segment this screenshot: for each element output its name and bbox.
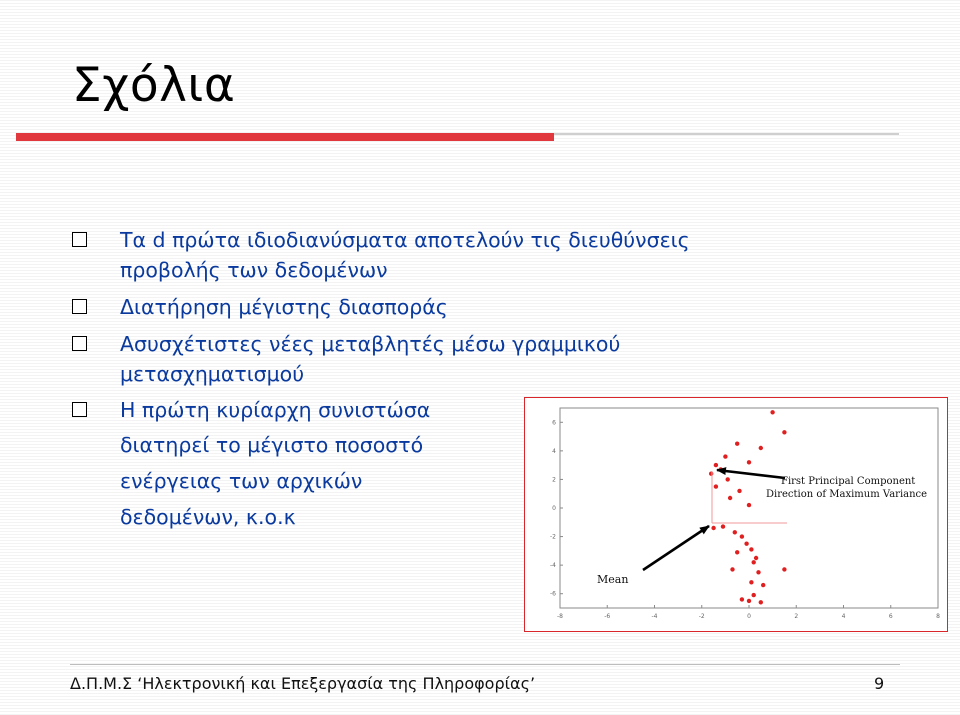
data-point <box>728 496 732 500</box>
y-tick-label: -2 <box>550 533 556 541</box>
data-point <box>711 526 715 530</box>
data-point <box>726 477 730 481</box>
data-point <box>709 472 713 476</box>
data-point <box>744 542 748 546</box>
x-tick-label: 0 <box>747 613 751 620</box>
pca-figure <box>524 397 948 632</box>
pc-label-line-2: Direction of Maximum Variance <box>766 489 928 500</box>
bullet-1-line-1: Τα d πρώτα ιδιοδιανύσματα αποτελούν τις διευθύνσεις <box>120 228 690 252</box>
page-number: 9 <box>874 674 885 693</box>
data-point <box>714 484 718 488</box>
square-bullet-icon <box>72 336 87 351</box>
footer-divider <box>70 664 900 665</box>
data-point <box>740 597 744 601</box>
data-point <box>714 463 718 467</box>
data-point <box>782 567 786 571</box>
data-point <box>752 560 756 564</box>
x-tick-label: -4 <box>651 613 658 620</box>
slide-title: Σχόλια <box>72 58 236 113</box>
y-tick-label: -4 <box>550 562 556 570</box>
y-tick-label: 0 <box>552 505 556 512</box>
data-point <box>782 430 786 434</box>
bullet-1-line-2: προβολής των δεδομένων <box>120 258 388 282</box>
data-point <box>747 460 751 464</box>
bullet-4-line-3: ενέργειας των αρχικών <box>120 469 363 493</box>
data-point <box>749 580 753 584</box>
data-point <box>756 570 760 574</box>
pca-scatter-plot <box>525 398 946 630</box>
data-point <box>749 547 753 551</box>
y-tick-label: -6 <box>550 590 556 598</box>
data-point <box>747 599 751 603</box>
x-tick-label: 6 <box>888 613 893 620</box>
y-tick-label: 2 <box>552 476 556 484</box>
bullet-4-line-2: διατηρεί το μέγιστο ποσοστό <box>120 433 424 457</box>
bullet-4-line-4: δεδομένων, κ.ο.κ <box>120 505 296 529</box>
x-tick-label: 2 <box>794 613 799 620</box>
data-point <box>733 530 737 534</box>
bullet-3-line-2: μετασχηματισμού <box>120 362 305 386</box>
data-point <box>737 489 741 493</box>
y-tick-label: 6 <box>552 419 556 427</box>
y-tick-label: 4 <box>552 447 556 455</box>
footer-course-title: Δ.Π.Μ.Σ ‘Ηλεκτρονική και Επεξεργασία της Πληροφορίας’ <box>70 674 536 693</box>
x-tick-label: 4 <box>841 613 846 620</box>
mean-arrow <box>643 526 709 570</box>
data-point <box>759 600 763 604</box>
data-point <box>761 583 765 587</box>
title-underline <box>554 133 899 135</box>
x-tick-label: -2 <box>698 613 705 620</box>
data-point <box>740 534 744 538</box>
mean-label: Mean <box>597 573 629 586</box>
data-point <box>752 593 756 597</box>
bullet-2-line-1: Διατήρηση μέγιστης διασποράς <box>120 295 448 319</box>
pc-label-line-1: First Principal Component <box>781 476 916 487</box>
data-point <box>747 503 751 507</box>
title-underline-accent <box>16 133 554 141</box>
data-point <box>759 446 763 450</box>
square-bullet-icon <box>72 402 87 417</box>
x-tick-label: 8 <box>936 613 940 620</box>
data-point <box>735 550 739 554</box>
x-tick-label: -6 <box>604 613 611 620</box>
x-tick-label: -8 <box>557 613 563 620</box>
pc-arrow <box>717 470 785 478</box>
square-bullet-icon <box>72 232 87 247</box>
bullet-4-line-1: Η πρώτη κυρίαρχη συνιστώσα <box>120 398 431 422</box>
square-bullet-icon <box>72 299 87 314</box>
data-point <box>770 410 774 414</box>
bullet-3-line-1: Ασυσχέτιστες νέες μεταβλητές μέσω γραμμικού <box>120 332 621 356</box>
data-point <box>723 454 727 458</box>
data-point <box>730 567 734 571</box>
data-point <box>735 442 739 446</box>
data-point <box>721 524 725 528</box>
data-point <box>754 556 758 560</box>
